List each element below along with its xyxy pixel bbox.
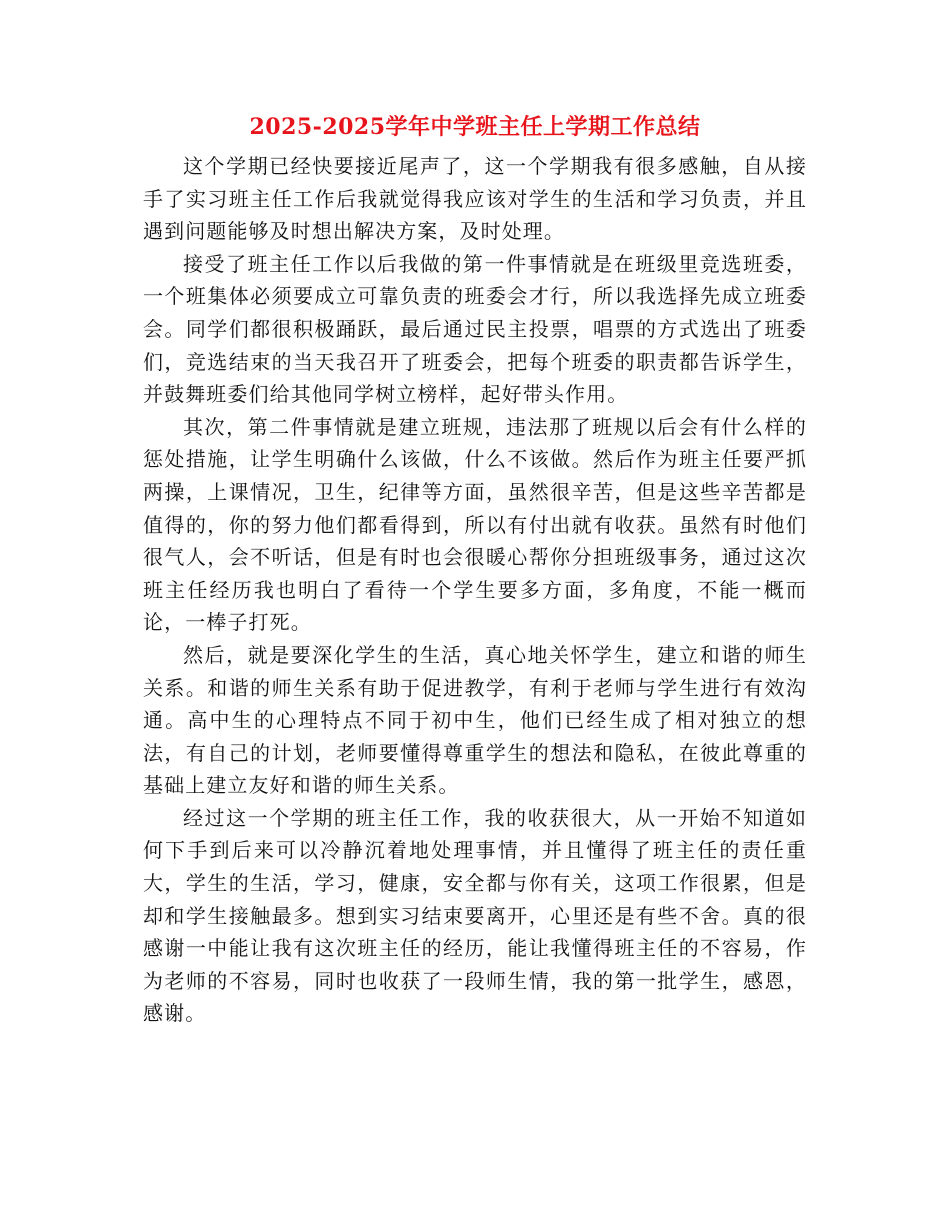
paragraph: 然后，就是要深化学生的生活，真心地关怀学生，建立和谐的师生关系。和谐的师生关系有助于促进教学，有利于老师与学生进行有效沟通。高中生的心理特点不同于初中生，他们已经生成了相对独立的想法，有自己的计划，老师要懂得尊重学生的想法和隐私，在彼此尊重的基础上建立友好和谐的师生关系。 — [143, 642, 807, 798]
paragraph: 接受了班主任工作以后我做的第一件事情就是在班级里竞选班委，一个班集体必须要成立可靠负责的班委会才行，所以我选择先成立班委会。同学们都很积极踊跃，最后通过民主投票，唱票的方式选出了班委们，竞选结束的当天我召开了班委会，把每个班委的职责都告诉学生，并鼓舞班委们给其他同学树立榜样，起好带头作用。 — [143, 251, 807, 407]
paragraph: 其次，第二件事情就是建立班规，违法那了班规以后会有什么样的惩处措施，让学生明确什么该做，什么不该做。然后作为班主任要严抓两操，上课情况，卫生，纪律等方面，虽然很辛苦，但是这些辛苦都是值得的，你的努力他们都看得到，所以有付出就有收获。虽然有时他们很气人，会不听话，但是有时也会很暖心帮你分担班级事务，通过这次班主任经历我也明白了看待一个学生要多方面，多角度，不能一概而论，一棒子打死。 — [143, 414, 807, 635]
paragraph: 经过这一个学期的班主任工作，我的收获很大，从一开始不知道如何下手到后来可以冷静沉着地处理事情，并且懂得了班主任的责任重大，学生的生活，学习，健康，安全都与你有关，这项工作很累，但是却和学生接触最多。想到实习结束要离开，心里还是有些不舍。真的很感谢一中能让我有这次班主任的经历，能让我懂得班主任的不容易，作为老师的不容易，同时也收获了一段师生情，我的第一批学生，感恩，感谢。 — [143, 805, 807, 1026]
paragraph: 这个学期已经快要接近尾声了，这一个学期我有很多感触，自从接手了实习班主任工作后我就觉得我应该对学生的生活和学习负责，并且遇到问题能够及时想出解决方案，及时处理。 — [143, 154, 807, 244]
document-title: 2025-2025学年中学班主任上学期工作总结 — [249, 114, 701, 140]
document-body — [143, 150, 807, 1030]
